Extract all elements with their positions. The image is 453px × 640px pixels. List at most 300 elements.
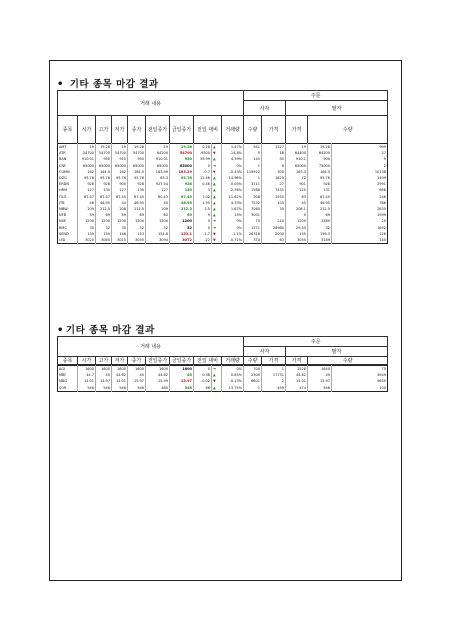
cell: 45 [170, 372, 194, 378]
cell: 127 [146, 187, 170, 193]
data-table [57, 143, 388, 244]
table-row [58, 144, 388, 151]
cell: 1.95 [194, 200, 212, 206]
cell: -0.13% [222, 378, 244, 384]
cell: 928 [96, 181, 112, 187]
cell: 15.01 [112, 378, 128, 384]
cell: 4.33% [222, 200, 244, 206]
cell: 3072 [170, 237, 194, 244]
cell: 0% [222, 225, 244, 231]
column-header-13: 수량 [308, 357, 388, 365]
cell: 67.47 [78, 194, 96, 200]
cell: 140 [332, 237, 388, 244]
cell: 208.1 [286, 206, 308, 212]
column-header-9: 거래량 [222, 116, 244, 144]
column-header-2: 고가 [96, 357, 112, 365]
cell: 50 [262, 156, 286, 162]
cell: 927.54 [146, 181, 170, 187]
column-header-9: 거래량 [222, 357, 244, 365]
cell: 162 [112, 169, 128, 175]
cell: 2000 [262, 231, 286, 237]
trade-content-header: 거래 내용 [58, 337, 244, 357]
cell: 46.95 [308, 200, 332, 206]
cell: 95.76 [112, 175, 128, 181]
cell: 2.36% [222, 187, 244, 193]
cell: 46.95 [96, 200, 112, 206]
cell: 950 [170, 156, 194, 162]
trend-down-icon: ▼ [212, 237, 222, 244]
cell: 54700 [112, 150, 128, 156]
cell: 60.43 [146, 194, 170, 200]
cell: 3055 [128, 237, 146, 244]
section-1-header [57, 90, 387, 144]
trend-up-icon: ▲ [212, 144, 222, 151]
table-row [58, 237, 388, 244]
cell: 546 [96, 385, 112, 392]
cell: 910.1 [286, 156, 308, 162]
cell: -14.8% [222, 150, 244, 156]
cell: 3111 [244, 181, 262, 187]
cell: 72 [286, 175, 308, 181]
trend-up-icon: ▲ [212, 156, 222, 162]
cell: ERDN [59, 182, 69, 187]
cell: 127 [112, 187, 128, 193]
cell: 146 [112, 231, 128, 237]
section-2-data [57, 365, 387, 392]
cell: 3.5 [194, 206, 212, 212]
column-header-1: 시가 [78, 357, 96, 365]
cell: BAN [59, 157, 67, 162]
cell: 32 [170, 225, 194, 231]
cell: 901 [286, 181, 308, 187]
cell: 54700 [170, 150, 194, 156]
cell: AMT [59, 145, 67, 149]
cell: 163.99 [146, 169, 170, 175]
cell: 119922 [244, 169, 262, 175]
cell: 64200 [308, 150, 332, 156]
section-1-data [57, 143, 387, 244]
cell: MBW [59, 207, 68, 212]
cell: 910.01 [78, 156, 96, 162]
cell: 1327 [262, 144, 286, 151]
cell: 0 [194, 163, 212, 169]
cell: 13.75% [222, 385, 244, 392]
cell: 1652 [332, 225, 388, 231]
cell: 1600 [112, 366, 128, 373]
table-row [58, 385, 388, 392]
cell: -0.02 [194, 378, 212, 384]
cell: -9500 [194, 150, 212, 156]
sell-header: 팔자 [286, 101, 388, 116]
column-header-10: 수량 [244, 116, 262, 144]
cell: 786 [332, 200, 388, 206]
cell: 3094 [146, 237, 170, 244]
cell: 32 [146, 225, 170, 231]
header-table [57, 336, 388, 365]
cell: 658 [332, 187, 388, 193]
column-header-12: 가격 [286, 116, 308, 144]
cell: 27 [262, 181, 286, 187]
cell: -1.1% [222, 231, 244, 237]
cell: 1200 [170, 218, 194, 224]
column-header-0: 종목 [58, 116, 78, 144]
cell: 0.05% [222, 181, 244, 187]
section-title: • 기타 종목 마감 결과 [57, 79, 159, 90]
column-header-4: 종가 [128, 357, 146, 365]
column-header-6: 금일종가 [170, 116, 194, 144]
section-2-header [57, 336, 387, 365]
cell: 1 [262, 366, 286, 373]
cell: 4949 [332, 372, 388, 378]
cell: 67.45 [308, 194, 332, 200]
trend-up-icon: ▲ [212, 200, 222, 206]
cell: 1950 [262, 194, 286, 200]
cell: 19.28 [170, 144, 194, 151]
trend-neu-icon: ➔ [212, 163, 222, 169]
data-table [57, 365, 388, 392]
cell: 3060 [96, 237, 112, 244]
cell: -0.7 [194, 169, 212, 175]
column-header-5: 전일종가 [146, 357, 170, 365]
buy-header: 사자 [244, 347, 286, 357]
cell: 153 [128, 231, 146, 237]
cell: 162 [78, 169, 96, 175]
cell: 928 [78, 181, 96, 187]
cell: 1200 [128, 218, 146, 224]
cell: 54700 [78, 150, 96, 156]
cell: 100 [332, 385, 388, 392]
cell: 1200 [96, 218, 112, 224]
column-header-10: 수량 [244, 357, 262, 365]
trend-up-icon: ▲ [212, 372, 222, 378]
column-header-4: 종가 [128, 116, 146, 144]
cell: 370 [244, 237, 262, 244]
trend-down-icon: ▼ [212, 378, 222, 384]
cell: 95.76 [96, 175, 112, 181]
buy-header: 사자 [244, 101, 286, 116]
cell: 65000 [128, 163, 146, 169]
cell: 1600 [170, 366, 194, 373]
cell: 0 [194, 366, 212, 373]
cell: 0% [222, 366, 244, 373]
column-header-5: 전일종가 [146, 116, 170, 144]
cell: 59 [78, 212, 96, 218]
cell: JTB [59, 200, 65, 205]
cell: 83.3 [146, 175, 170, 181]
cell: 1380 [308, 218, 332, 224]
cell: 1 [244, 175, 262, 181]
cell: 15.01 [78, 378, 96, 384]
cell: NXE [59, 219, 67, 224]
cell: 10138 [332, 169, 388, 175]
cell: 910 [112, 156, 128, 162]
cell: CUMN [59, 169, 70, 174]
cell: 546 [78, 385, 96, 392]
cell: 65000 [96, 163, 112, 169]
cell: 541 [244, 144, 262, 151]
cell: SOR [59, 385, 67, 390]
cell: HRM [59, 188, 68, 193]
cell: -22 [194, 237, 212, 244]
cell: 910.01 [146, 156, 170, 162]
cell: 0 [194, 218, 212, 224]
cell: MBG [59, 379, 68, 384]
cell: 546 [112, 385, 128, 392]
cell: 1600 [146, 366, 170, 373]
cell: -0.71% [222, 237, 244, 244]
cell: 70 [244, 218, 262, 224]
cell: 928 [308, 181, 332, 187]
cell: 63 [262, 237, 286, 244]
column-header-7: 전일 대비 [194, 357, 222, 365]
cell: 45 [146, 200, 170, 206]
cell: 28980 [262, 225, 286, 231]
cell: ITLS [59, 194, 67, 199]
cell: 3189 [308, 237, 332, 244]
column-header-12: 가격 [286, 357, 308, 365]
cell: 499 [262, 385, 286, 392]
column-header-13: 수량 [308, 116, 388, 144]
cell: 9655 [332, 378, 388, 384]
cell: 212.5 [96, 206, 112, 212]
cell: 0.85% [222, 372, 244, 378]
cell: 900 [308, 156, 332, 162]
trend-neu-icon: ➔ [212, 218, 222, 224]
cell: 63 [286, 194, 308, 200]
cell: -1.7 [194, 231, 212, 237]
cell: 27 [332, 150, 388, 156]
order-header: 주문 [244, 91, 388, 101]
cell: 164.5 [308, 169, 332, 175]
cell: 7532 [244, 200, 262, 206]
cell: 19.28 [96, 144, 112, 151]
cell: 164.5 [96, 169, 112, 175]
cell: 67.45 [128, 194, 146, 200]
cell: 15.97 [308, 378, 332, 384]
cell: 0.28 [194, 144, 212, 151]
cell: 46 [78, 200, 96, 206]
bullet-icon: • [57, 79, 64, 90]
cell: 1625 [262, 175, 286, 181]
sell-header: 팔자 [286, 347, 388, 357]
cell: 1 [244, 385, 262, 392]
cell: 95.76 [78, 175, 96, 181]
cell: 20 [332, 218, 388, 224]
cell: 26318 [244, 231, 262, 237]
cell: 39.99 [194, 156, 212, 162]
cell: 154.8 [146, 231, 170, 237]
cell: 18 [262, 150, 286, 156]
cell: 19 [286, 144, 308, 151]
cell: 2300 [244, 372, 262, 378]
cell: 212.5 [308, 206, 332, 212]
cell: 45 [308, 372, 332, 378]
cell: 29.55 [286, 225, 308, 231]
cell: 1371 [244, 225, 262, 231]
cell: 35 [262, 206, 286, 212]
cell: 212.5 [170, 206, 194, 212]
cell: 1200 [146, 218, 170, 224]
section-1 [57, 76, 387, 90]
cell: 66 [194, 385, 212, 392]
cell: DZG [59, 176, 67, 181]
cell: 15.97 [170, 378, 194, 384]
cell: 30 [112, 225, 128, 231]
column-header-7: 전일 대비 [194, 116, 222, 144]
cell: UID [59, 238, 66, 243]
cell: 0 [286, 212, 308, 218]
cell: MBF [59, 373, 67, 378]
cell: 156.3 [308, 231, 332, 237]
cell: 32 [128, 225, 146, 231]
cell: 212.5 [128, 206, 146, 212]
cell: 15.97 [96, 378, 112, 384]
column-header-3: 저가 [112, 357, 128, 365]
cell: 32 [96, 225, 112, 231]
cell: 208 [112, 206, 128, 212]
cell: 59 [112, 212, 128, 218]
cell: SEND [59, 231, 69, 236]
cell: 546 [308, 385, 332, 392]
cell: 300 [262, 169, 286, 175]
bullet-icon: • [57, 325, 64, 336]
cell: 999 [332, 144, 388, 151]
cell: 69 [128, 212, 146, 218]
cell: 1200 [112, 218, 128, 224]
cell: 9 [194, 212, 212, 218]
cell: 480 [146, 385, 170, 392]
trend-up-icon: ▲ [212, 181, 222, 187]
cell: 125 [286, 187, 308, 193]
cell: 2 [332, 163, 388, 169]
cell: 65000 [146, 163, 170, 169]
cell: 15% [222, 212, 244, 218]
trend-down-icon: ▼ [212, 231, 222, 237]
cell: 4.39% [222, 156, 244, 162]
cell: 2635 [332, 206, 388, 212]
cell: 67.45 [112, 194, 128, 200]
cell: 9 [332, 156, 388, 162]
cell: 1600 [96, 366, 112, 373]
cell: 1200 [78, 218, 96, 224]
cell: 45 [286, 200, 308, 206]
cell: 1528 [286, 366, 308, 373]
cell: 1200 [286, 218, 308, 224]
cell: 155 [286, 231, 308, 237]
cell: 6601 [244, 378, 262, 384]
table-row [58, 366, 388, 373]
cell: 7.02 [194, 194, 212, 200]
cell: 209 [78, 206, 96, 212]
cell: 159 [96, 231, 112, 237]
cell: 65000 [112, 163, 128, 169]
cell: 3055 [286, 237, 308, 244]
cell: 130 [170, 187, 194, 193]
column-header-3: 저가 [112, 116, 128, 144]
cell: 30 [78, 225, 96, 231]
cell: 44.62 [146, 372, 170, 378]
cell: 19.28 [128, 144, 146, 151]
cell: 950 [128, 156, 146, 162]
cell: 15.97 [128, 378, 146, 384]
cell: 5 [244, 150, 262, 156]
cell: 15.01 [286, 378, 308, 384]
cell: 546 [170, 385, 194, 392]
cell: 1600 [78, 366, 96, 373]
cell: 2991 [332, 181, 388, 187]
cell: ATR [59, 151, 66, 156]
column-header-2: 고가 [96, 116, 112, 144]
cell: 0 [194, 225, 212, 231]
cell: 0% [222, 218, 244, 224]
column-header-11: 가격 [262, 357, 286, 365]
cell: 65000 [78, 163, 96, 169]
section-title: • 기타 종목 마감 결과 [57, 325, 155, 336]
cell: 164.5 [128, 169, 146, 175]
cell: 246 [332, 194, 388, 200]
cell: 3001 [244, 212, 262, 218]
cell: 60 [146, 212, 170, 218]
cell: 1.67% [222, 206, 244, 212]
cell: 11.62% [222, 194, 244, 200]
cell: -0.43% [222, 169, 244, 175]
trend-up-icon: ▲ [212, 385, 222, 392]
cell: 1999 [332, 212, 388, 218]
cell: 6 [262, 163, 286, 169]
cell: 65000 [170, 163, 194, 169]
cell: 127 [78, 187, 96, 193]
cell: 153.1 [170, 231, 194, 237]
cell: 67.47 [96, 194, 112, 200]
cell: 19.28 [308, 144, 332, 151]
cell: 70 [332, 366, 388, 373]
cell: 208 [244, 194, 262, 200]
cell: 67.45 [170, 194, 194, 200]
cell: 15.99 [146, 378, 170, 384]
cell: 130 [96, 187, 112, 193]
cell: 95.76 [128, 175, 146, 181]
cell: 45 [128, 372, 146, 378]
cell: RMC [59, 225, 67, 230]
cell: 46.95 [128, 200, 146, 206]
cell: 95.76 [170, 175, 194, 181]
cell: 17731 [262, 372, 286, 378]
trend-neu-icon: ➔ [212, 225, 222, 231]
cell: 75000 [308, 163, 332, 169]
trend-neu-icon: ➔ [212, 366, 222, 373]
section-2 [57, 322, 387, 336]
cell: 64200 [146, 150, 170, 156]
cell: 69 [96, 212, 112, 218]
column-header-0: 종목 [58, 357, 78, 365]
cell: 64400 [286, 150, 308, 156]
cell: AGI [59, 367, 66, 371]
cell: 69 [170, 212, 194, 218]
cell: 19 [146, 144, 170, 151]
trade-content-header: 거래 내용 [58, 91, 244, 116]
cell: 7431 [262, 187, 286, 193]
cell: 32 [308, 225, 332, 231]
cell: 130 [128, 187, 146, 193]
cell: 14.96% [222, 175, 244, 181]
cell: 163.3 [286, 169, 308, 175]
trend-up-icon: ▲ [212, 212, 222, 218]
cell: 44.62 [286, 372, 308, 378]
trend-down-icon: ▼ [212, 150, 222, 156]
cell: 19 [112, 144, 128, 151]
cell: 65000 [286, 163, 308, 169]
cell: 546 [128, 385, 146, 392]
